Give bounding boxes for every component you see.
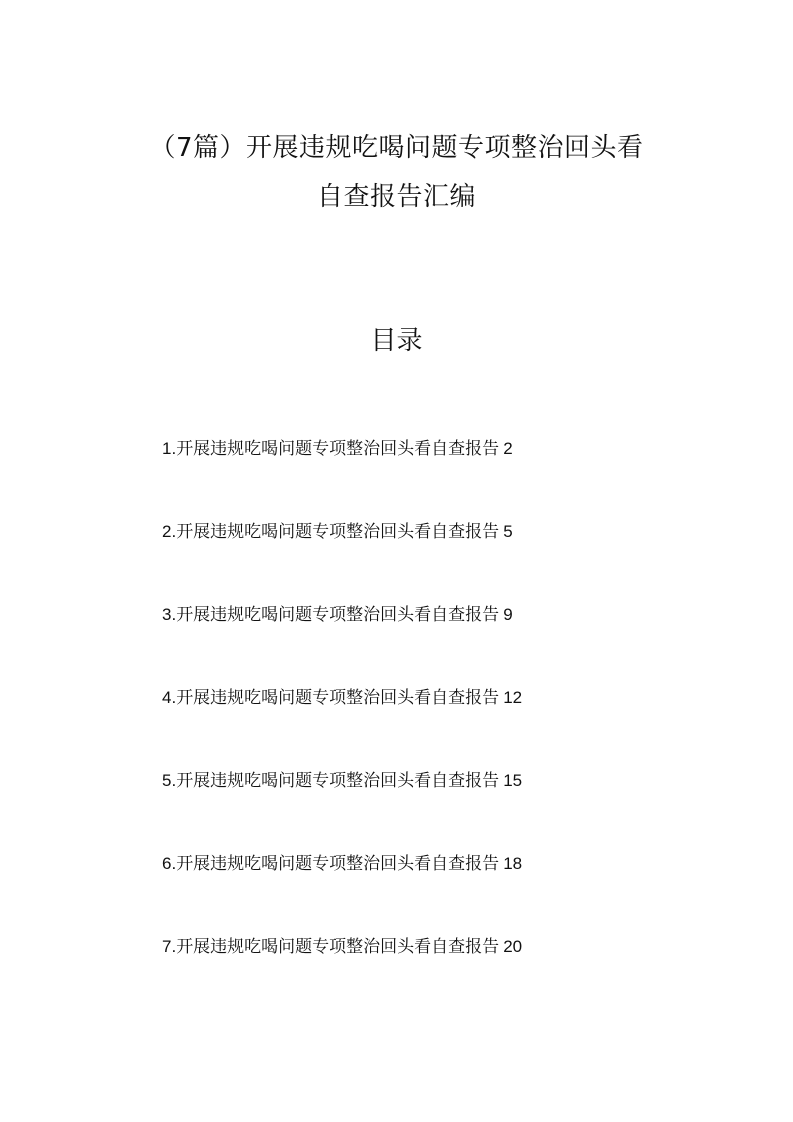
toc-item-text: 开展违规吃喝问题专项整治回头看自查报告 — [176, 688, 500, 708]
toc-item-text: 开展违规吃喝问题专项整治回头看自查报告 — [176, 605, 500, 625]
toc-list — [162, 437, 522, 1018]
toc-item-number: 5. — [162, 771, 177, 790]
toc-item-page: 5 — [503, 522, 513, 541]
toc-item-number: 7. — [162, 937, 177, 956]
toc-item[interactable] — [162, 852, 522, 935]
toc-item-page: 9 — [503, 605, 513, 624]
document-title-line-1: （7篇）开展违规吃喝问题专项整治回头看 — [149, 133, 644, 163]
toc-item-page: 12 — [503, 688, 523, 707]
toc-item-number: 1. — [162, 439, 177, 458]
toc-item[interactable] — [162, 769, 522, 852]
toc-item[interactable] — [162, 437, 522, 520]
toc-item-page: 18 — [503, 854, 523, 873]
toc-item-number: 2. — [162, 522, 177, 541]
toc-item[interactable] — [162, 520, 522, 603]
toc-item[interactable] — [162, 686, 522, 769]
toc-item-page: 15 — [503, 771, 523, 790]
toc-item-text: 开展违规吃喝问题专项整治回头看自查报告 — [176, 937, 500, 957]
toc-item-number: 3. — [162, 605, 177, 624]
toc-item-text: 开展违规吃喝问题专项整治回头看自查报告 — [176, 771, 500, 791]
toc-item-page: 2 — [503, 439, 513, 458]
toc-item[interactable] — [162, 935, 522, 1018]
toc-heading: 目录 — [370, 326, 423, 356]
toc-item-text: 开展违规吃喝问题专项整治回头看自查报告 — [176, 522, 500, 542]
toc-item-number: 4. — [162, 688, 177, 707]
toc-item-text: 开展违规吃喝问题专项整治回头看自查报告 — [176, 854, 500, 874]
toc-item-number: 6. — [162, 854, 177, 873]
toc-item[interactable] — [162, 603, 522, 686]
toc-item-page: 20 — [503, 937, 523, 956]
toc-item-text: 开展违规吃喝问题专项整治回头看自查报告 — [176, 439, 500, 459]
document-title-line-2: 自查报告汇编 — [316, 182, 476, 212]
